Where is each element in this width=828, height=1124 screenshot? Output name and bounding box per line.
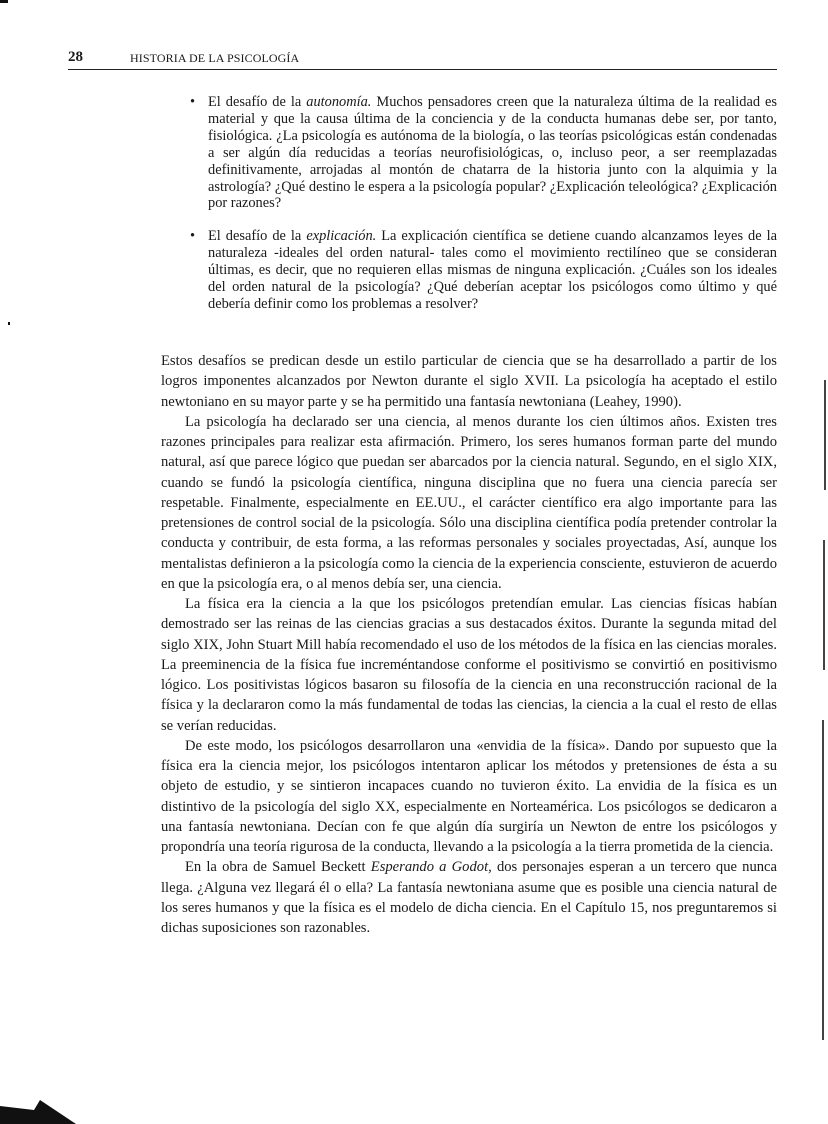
challenge-list bbox=[190, 94, 778, 329]
paragraph-lead: En la obra de Samuel Beckett bbox=[185, 859, 371, 876]
work-title: Esperando a Godot, bbox=[370, 859, 492, 876]
bullet-lead: El desafío de la bbox=[208, 94, 307, 110]
bullet-text: Muchos pensadores creen que la naturaleza última de la realidad es material y que la causa última de la conciencia y de la conducta humanas debe ser, por tanto, fisiológica. ¿La psicología es autónoma de la biología, o las teorías psicológicas están condenadas a ser algún día reducidas a teorías neurofisiológicas, o, incluso peor, a ser reemplazadas definitivamente, arrojadas al montón de chatarra de la historia junto con la alquimia y la astrología? ¿Qué destino le espera a la psicología popular? ¿Explicación teleológica? ¿Explicación por razones? bbox=[208, 94, 778, 212]
list-item bbox=[190, 228, 778, 313]
body-text bbox=[161, 351, 777, 938]
bullet-text: La explicación científica se detiene cuando alcanzamos leyes de la naturaleza -ideales del orden natural- tales como el movimiento rectilíneo que se consideran últimas, es decir, que no requieren ellas mismas de ninguna explicación. ¿Cuáles son los ideales del orden natural de la psicología? ¿Qué deberían aceptar los psicólogos como último y qué debería definir como los problemas a resolver? bbox=[208, 228, 778, 312]
bullet-dot: • bbox=[190, 94, 196, 110]
paragraph: La física era la ciencia a la que los psicólogos pretendían emular. Las ciencias físicas habían demostrado ser las reinas de las ciencias gracias a sus destacados éxitos. Durante la segunda mitad del siglo XIX, John Stuart Mill había recomendado el uso de los métodos de la física en las ciencias morales. La preeminencia de la física fue increméntandose conforme el positivismo se convirtió en positivismo lógico. Los positivistas lógicos basaron su filosofía de la ciencia en una reconstrucción racional de la física y la declararon como la más fundamental de todas las ciencias, la ciencia a la cual el resto de ellas se verían reducidas. bbox=[161, 596, 777, 734]
bullet-term: autonomía. bbox=[306, 94, 372, 110]
list-item bbox=[190, 94, 778, 212]
running-header bbox=[68, 49, 777, 70]
scan-speck bbox=[8, 322, 10, 325]
paragraph-text: dos personajes esperan a un tercero que nunca llega. ¿Alguna vez llegará él o ella? La fantasía newtoniana asume que es posible una ciencia natural de los seres humanos y que la física es el modelo de dicha ciencia. En el Capítulo 15, nos preguntaremos si dichas suposiciones son razonables. bbox=[161, 859, 778, 936]
bullet-dot: • bbox=[190, 228, 196, 245]
scan-edge-line bbox=[824, 380, 826, 490]
paragraph bbox=[161, 857, 777, 938]
scan-edge-line bbox=[822, 720, 824, 1040]
scan-edge-line bbox=[823, 540, 825, 670]
running-title: HISTORIA DE LA PSICOLOGÍA bbox=[130, 51, 300, 65]
scan-arrow-artifact bbox=[0, 1096, 80, 1124]
scan-corner-mark bbox=[0, 0, 8, 3]
bullet-lead: El desafío de la bbox=[208, 228, 307, 245]
paragraph: La psicología ha declarado ser una ciencia, al menos durante los cien últimos años. Existen tres razones principales para realizar esta afirmación. Primero, los seres humanos forman parte del mundo natural, así que parece lógico que puedan ser abarcados por la ciencia natural. Segundo, en el siglo XIX, cuando se fundó la psicología científica, ninguna disciplina que no fuera una ciencia parecía ser respetable. Finalmente, especialmente en EE.UU., el carácter científico era algo importante para las pretensiones de control social de la psicología. Sólo una disciplina científica podía pretender controlar la conducta y contribuir, de esta forma, a las reformas personales y sociales proyectadas, Así, aunque los mentalistas definieron a la psicología como la ciencia de la experiencia consciente, estuvieron de acuerdo en que la psicología era, o al menos debía ser, una ciencia. bbox=[161, 413, 777, 592]
bullet-term: explicación. bbox=[306, 228, 377, 245]
paragraph: Estos desafíos se predican desde un estilo particular de ciencia que se ha desarrollado a partir de los logros imponentes alcanzados por Newton durante el siglo XVII. La psicología ha aceptado el estilo newtoniano en su mayor parte y se ha permitido una fantasía newtoniana (Leahey, 1990). bbox=[161, 353, 777, 410]
page-number: 28 bbox=[68, 49, 83, 65]
paragraph: De este modo, los psicólogos desarrollaron una «envidia de la física». Dando por supuesto que la física era la ciencia mejor, los psicólogos intentaron aplicar los métodos y pretensiones de ésta a su objeto de estudio, y se sintieron incapaces cuando no tuvieron éxito. La envidia de la física es un distintivo de la psicología del siglo XX, especialmente en Norteamérica. Los psicólogos se dedicaron a una fantasía newtoniana. Decían con fe que algún día surgiría un Newton de entre los psicólogos y propondría una teoría rigurosa de la conducta, llevando a la psicología a la tierra prometida de la ciencia. bbox=[161, 737, 777, 855]
